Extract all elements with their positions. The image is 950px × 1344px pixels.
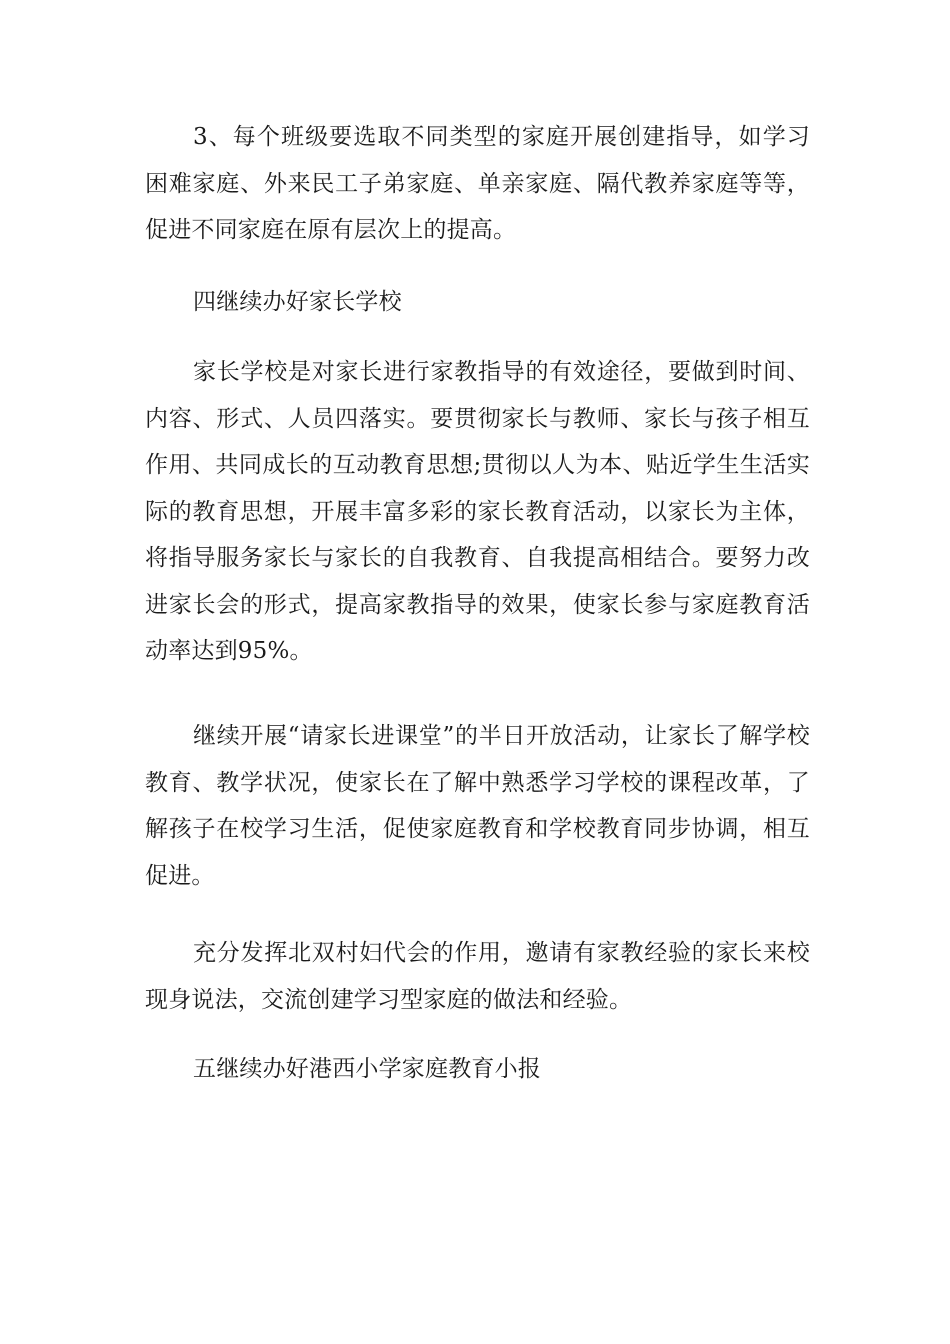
paragraph-guidance-by-family-type: 3、每个班级要选取不同类型的家庭开展创建指导，如学习困难家庭、外来民工子弟家庭、单亲家庭、隔代教养家庭等等，促进不同家庭在原有层次上的提高。 <box>145 124 810 243</box>
section-heading-parent-school: 四继续办好家长学校 <box>193 289 402 315</box>
paragraph-parent-school: 家长学校是对家长进行家教指导的有效途径，要做到时间、内容、形式、人员四落实。要贯彻家长与教师、家长与孩子相互作用、共同成长的互动教育思想;贯彻以人为本、贴近学生生活实际的教育思想，开展丰富多彩的家长教育活动，以家长为主体，将指导服务家长与家长的自我教育、自我提高相结合。要努力改进家长会的形式，提高家教指导的效果，使家长参与家庭教育活动率达到95%。 <box>145 359 810 664</box>
paragraph-womens-committee: 充分发挥北双村妇代会的作用，邀请有家教经验的家长来校现身说法，交流创建学习型家庭的做法和经验。 <box>145 940 810 1013</box>
section-heading-newsletter: 五继续办好港西小学家庭教育小报 <box>193 1056 541 1082</box>
paragraph-open-classroom: 继续开展“请家长进课堂”的半日开放活动，让家长了解学校教育、教学状况，使家长在了解中熟悉学习学校的课程改革，了解孩子在校学习生活，促使家庭教育和学校教育同步协调，相互促进。 <box>145 723 810 889</box>
